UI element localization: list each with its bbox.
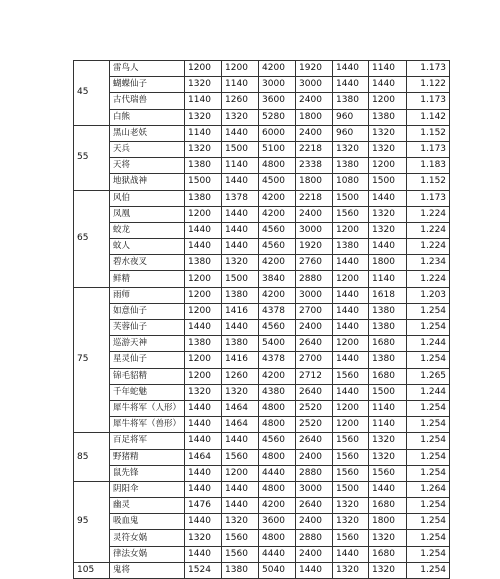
stat-cell: 1440	[369, 190, 407, 206]
stat-cell: 1320	[369, 562, 407, 578]
stat-cell: 1140	[369, 61, 407, 77]
stat-cell: 1.264	[407, 481, 450, 497]
table-row	[74, 174, 450, 190]
stat-cell: 5280	[259, 109, 296, 125]
table-row	[74, 239, 450, 255]
stat-cell: 1260	[222, 93, 259, 109]
stat-cell: 1140	[185, 93, 222, 109]
pet-name-cell: 星灵仙子	[110, 352, 185, 368]
stat-cell: 2700	[296, 352, 333, 368]
table-row	[74, 336, 450, 352]
stat-cell: 4200	[259, 498, 296, 514]
stat-cell: 2400	[296, 125, 333, 141]
level-cell: 85	[74, 433, 110, 482]
stat-cell: 4560	[259, 433, 296, 449]
stat-cell: 1140	[222, 77, 259, 93]
stat-cell: 1320	[185, 109, 222, 125]
stat-cell: 1380	[222, 287, 259, 303]
level-cell: 55	[74, 125, 110, 190]
stat-cell: 1440	[222, 239, 259, 255]
table-row	[74, 498, 450, 514]
stat-cell: 1320	[185, 530, 222, 546]
stat-cell: 1200	[333, 271, 369, 287]
stat-cell: 1320	[333, 141, 369, 157]
stat-cell: 2400	[296, 93, 333, 109]
stat-cell: 4800	[259, 400, 296, 416]
stat-cell: 1.173	[407, 93, 450, 109]
stat-cell: 1.254	[407, 303, 450, 319]
stat-cell: 3600	[259, 514, 296, 530]
stat-cell: 1440	[333, 61, 369, 77]
stat-cell: 1464	[185, 449, 222, 465]
stat-cell: 1.224	[407, 206, 450, 222]
stat-cell: 1140	[369, 417, 407, 433]
stat-cell: 1560	[333, 206, 369, 222]
stat-cell: 1.254	[407, 546, 450, 562]
pet-name-cell: 犀牛将军（人形）	[110, 400, 185, 416]
stat-cell: 1080	[333, 174, 369, 190]
table-row	[74, 222, 450, 238]
pet-name-cell: 蚊人	[110, 239, 185, 255]
pet-name-cell: 灵符女娲	[110, 530, 185, 546]
stat-cell: 2712	[296, 368, 333, 384]
stat-cell: 4500	[259, 174, 296, 190]
stat-cell: 1440	[185, 320, 222, 336]
stat-cell: 1.254	[407, 498, 450, 514]
stat-cell: 1440	[333, 255, 369, 271]
stat-cell: 1440	[185, 433, 222, 449]
stat-cell: 2880	[296, 465, 333, 481]
stat-cell: 1380	[333, 93, 369, 109]
stat-cell: 1320	[369, 141, 407, 157]
stat-cell: 1200	[185, 287, 222, 303]
table-row	[74, 125, 450, 141]
stat-cell: 1380	[369, 303, 407, 319]
stat-cell: 1320	[369, 433, 407, 449]
table-row	[74, 417, 450, 433]
pet-name-cell: 黑山老妖	[110, 125, 185, 141]
stat-cell: 5400	[259, 336, 296, 352]
stat-cell: 1440	[185, 546, 222, 562]
stat-cell: 1416	[222, 303, 259, 319]
table-row	[74, 141, 450, 157]
stat-cell: 1476	[185, 498, 222, 514]
stat-cell: 1.254	[407, 417, 450, 433]
table-row	[74, 61, 450, 77]
stat-cell: 1440	[185, 465, 222, 481]
stat-cell: 1.173	[407, 141, 450, 157]
pet-name-cell: 蛟龙	[110, 222, 185, 238]
stat-cell: 2218	[296, 190, 333, 206]
stat-cell: 4440	[259, 546, 296, 562]
stat-cell: 3840	[259, 271, 296, 287]
table-row	[74, 449, 450, 465]
pet-name-cell: 古代瑞兽	[110, 93, 185, 109]
stat-cell: 1320	[369, 449, 407, 465]
stat-cell: 1440	[222, 320, 259, 336]
stat-cell: 5100	[259, 141, 296, 157]
stat-cell: 1140	[185, 125, 222, 141]
table-row	[74, 562, 450, 578]
stat-cell: 1440	[185, 400, 222, 416]
stat-cell: 1320	[185, 141, 222, 157]
stat-cell: 2640	[296, 336, 333, 352]
stat-cell: 4380	[259, 384, 296, 400]
stat-cell: 1260	[222, 368, 259, 384]
stat-cell: 1.224	[407, 271, 450, 287]
stat-cell: 1560	[333, 530, 369, 546]
stat-cell: 1440	[333, 546, 369, 562]
stat-cell: 4800	[259, 481, 296, 497]
stat-cell: 1320	[222, 384, 259, 400]
stat-cell: 1680	[369, 546, 407, 562]
stat-cell: 1.254	[407, 433, 450, 449]
pet-name-cell: 风伯	[110, 190, 185, 206]
stat-cell: 1440	[185, 222, 222, 238]
stat-cell: 1618	[369, 287, 407, 303]
pet-name-cell: 雷鸟人	[110, 61, 185, 77]
pet-name-cell: 巡游天神	[110, 336, 185, 352]
table-row	[74, 206, 450, 222]
table-row	[74, 271, 450, 287]
pet-name-cell: 锦毛貂精	[110, 368, 185, 384]
pet-name-cell: 阴阳伞	[110, 481, 185, 497]
stat-cell: 1680	[369, 336, 407, 352]
stat-cell: 1380	[333, 158, 369, 174]
stat-cell: 1560	[369, 465, 407, 481]
stat-cell: 1800	[296, 174, 333, 190]
stat-cell: 1.234	[407, 255, 450, 271]
stat-cell: 1560	[222, 449, 259, 465]
stat-cell: 4200	[259, 206, 296, 222]
stat-cell: 1.254	[407, 514, 450, 530]
stat-cell: 1.224	[407, 222, 450, 238]
stat-cell: 1320	[185, 77, 222, 93]
stat-cell: 1380	[222, 336, 259, 352]
pet-name-cell: 百足将军	[110, 433, 185, 449]
stat-cell: 1560	[333, 368, 369, 384]
stat-cell: 1320	[333, 514, 369, 530]
stat-cell: 1320	[185, 384, 222, 400]
stat-cell: 2400	[296, 514, 333, 530]
pet-stats-table	[73, 60, 450, 579]
stat-cell: 1440	[185, 239, 222, 255]
stat-cell: 1560	[333, 433, 369, 449]
stat-cell: 1920	[296, 61, 333, 77]
stat-cell: 4560	[259, 239, 296, 255]
stat-cell: 1.254	[407, 352, 450, 368]
level-cell: 105	[74, 562, 110, 578]
stat-cell: 1.152	[407, 174, 450, 190]
stat-cell: 2880	[296, 271, 333, 287]
stat-cell: 1464	[222, 400, 259, 416]
stat-cell: 4560	[259, 320, 296, 336]
stat-cell: 960	[333, 109, 369, 125]
pet-name-cell: 天兵	[110, 141, 185, 157]
stat-cell: 1320	[369, 206, 407, 222]
stat-cell: 4800	[259, 530, 296, 546]
stat-cell: 1440	[222, 433, 259, 449]
stat-cell: 1440	[222, 125, 259, 141]
stat-cell: 1320	[222, 255, 259, 271]
stat-cell: 1140	[369, 271, 407, 287]
stat-cell: 1200	[369, 158, 407, 174]
stat-cell: 2218	[296, 141, 333, 157]
stat-cell: 1200	[185, 271, 222, 287]
stat-cell: 1200	[185, 206, 222, 222]
stat-cell: 1440	[185, 417, 222, 433]
stat-cell: 960	[333, 125, 369, 141]
stat-cell: 1.152	[407, 125, 450, 141]
stat-cell: 2880	[296, 530, 333, 546]
pet-name-cell: 鲜精	[110, 271, 185, 287]
pet-name-cell: 如意仙子	[110, 303, 185, 319]
stat-cell: 1464	[222, 417, 259, 433]
stat-cell: 4378	[259, 303, 296, 319]
stat-cell: 1380	[185, 190, 222, 206]
stat-cell: 1500	[185, 174, 222, 190]
stat-cell: 1200	[222, 465, 259, 481]
table-row	[74, 320, 450, 336]
stat-cell: 2640	[296, 384, 333, 400]
table-row	[74, 287, 450, 303]
stat-cell: 1200	[369, 93, 407, 109]
stat-cell: 1380	[369, 109, 407, 125]
stat-cell: 1.173	[407, 190, 450, 206]
stat-cell: 4560	[259, 222, 296, 238]
stat-cell: 1200	[333, 336, 369, 352]
stat-cell: 4200	[259, 368, 296, 384]
stat-cell: 1800	[369, 514, 407, 530]
stat-cell: 1200	[185, 368, 222, 384]
stat-cell: 4800	[259, 449, 296, 465]
stat-cell: 1920	[296, 239, 333, 255]
stat-cell: 1560	[222, 530, 259, 546]
stat-cell: 1440	[333, 303, 369, 319]
stat-cell: 1560	[222, 546, 259, 562]
stat-cell: 2400	[296, 206, 333, 222]
stat-cell: 1.254	[407, 400, 450, 416]
table-row	[74, 400, 450, 416]
stat-cell: 2400	[296, 546, 333, 562]
stat-cell: 1380	[369, 320, 407, 336]
stat-cell: 1200	[333, 417, 369, 433]
stat-cell: 1200	[185, 303, 222, 319]
table-row	[74, 433, 450, 449]
stat-cell: 1380	[185, 158, 222, 174]
stat-cell: 4378	[259, 352, 296, 368]
stat-cell: 1.173	[407, 61, 450, 77]
pet-name-cell: 地狱战神	[110, 174, 185, 190]
stat-cell: 1.254	[407, 530, 450, 546]
stat-cell: 1.122	[407, 77, 450, 93]
stat-cell: 1500	[222, 141, 259, 157]
pet-name-cell: 凤凰	[110, 206, 185, 222]
stat-cell: 4800	[259, 417, 296, 433]
stat-cell: 1380	[185, 336, 222, 352]
stat-cell: 2640	[296, 498, 333, 514]
stat-cell: 6000	[259, 125, 296, 141]
pet-name-cell: 千年蛇魅	[110, 384, 185, 400]
stat-cell: 5040	[259, 562, 296, 578]
stat-cell: 2400	[296, 449, 333, 465]
stat-cell: 1440	[333, 287, 369, 303]
stat-cell: 1.224	[407, 239, 450, 255]
stat-cell: 2338	[296, 158, 333, 174]
stat-cell: 1440	[296, 562, 333, 578]
stat-cell: 1440	[333, 352, 369, 368]
stat-cell: 1.254	[407, 449, 450, 465]
table-row	[74, 303, 450, 319]
pet-name-cell: 野猪精	[110, 449, 185, 465]
stat-cell: 3000	[296, 77, 333, 93]
stat-cell: 1380	[222, 562, 259, 578]
stat-cell: 1440	[222, 498, 259, 514]
stat-cell: 1320	[369, 530, 407, 546]
stat-cell: 1320	[222, 109, 259, 125]
stat-cell: 1680	[369, 368, 407, 384]
level-cell: 95	[74, 481, 110, 562]
stat-cell: 1.203	[407, 287, 450, 303]
pet-name-cell: 鬼将	[110, 562, 185, 578]
pet-name-cell: 律法女娲	[110, 546, 185, 562]
stat-cell: 1440	[333, 77, 369, 93]
stat-cell: 1.254	[407, 320, 450, 336]
table-row	[74, 465, 450, 481]
stat-cell: 1440	[333, 320, 369, 336]
table-row	[74, 255, 450, 271]
level-cell: 75	[74, 287, 110, 433]
table-row	[74, 93, 450, 109]
table-row	[74, 352, 450, 368]
stat-cell: 1200	[185, 352, 222, 368]
table-row	[74, 384, 450, 400]
stat-cell: 4200	[259, 61, 296, 77]
stat-cell: 1320	[369, 125, 407, 141]
stat-cell: 3000	[259, 77, 296, 93]
table-row	[74, 109, 450, 125]
stat-cell: 2700	[296, 303, 333, 319]
pet-name-cell: 芙蓉仙子	[110, 320, 185, 336]
level-cell: 45	[74, 61, 110, 126]
stat-cell: 1500	[369, 384, 407, 400]
stat-cell: 1440	[222, 481, 259, 497]
table-row	[74, 190, 450, 206]
stat-cell: 1380	[369, 352, 407, 368]
stat-cell: 1800	[369, 255, 407, 271]
stat-cell: 1320	[369, 222, 407, 238]
stat-cell: 4200	[259, 255, 296, 271]
stat-cell: 1440	[369, 239, 407, 255]
stat-cell: 1320	[333, 562, 369, 578]
stat-cell: 1140	[369, 400, 407, 416]
stat-cell: 4200	[259, 287, 296, 303]
stat-cell: 1200	[333, 400, 369, 416]
stat-cell: 1.254	[407, 562, 450, 578]
stat-cell: 3000	[296, 287, 333, 303]
table-row	[74, 530, 450, 546]
stat-cell: 1524	[185, 562, 222, 578]
stat-cell: 1680	[369, 498, 407, 514]
stat-cell: 1320	[222, 514, 259, 530]
pet-name-cell: 雨师	[110, 287, 185, 303]
stat-cell: 1320	[333, 498, 369, 514]
stat-cell: 1.142	[407, 109, 450, 125]
table-row	[74, 158, 450, 174]
stat-cell: 1500	[333, 481, 369, 497]
stat-cell: 1440	[222, 222, 259, 238]
table-row	[74, 368, 450, 384]
table-row	[74, 77, 450, 93]
stat-cell: 1440	[185, 514, 222, 530]
stat-cell: 1380	[333, 239, 369, 255]
pet-name-cell: 幽灵	[110, 498, 185, 514]
stat-cell: 2520	[296, 417, 333, 433]
stat-cell: 1.265	[407, 368, 450, 384]
stat-cell: 4200	[259, 190, 296, 206]
table-row	[74, 546, 450, 562]
pet-name-cell: 白熊	[110, 109, 185, 125]
stat-cell: 1200	[222, 61, 259, 77]
stat-cell: 2400	[296, 320, 333, 336]
stat-cell: 1560	[333, 465, 369, 481]
pet-name-cell: 犀牛将军（兽形）	[110, 417, 185, 433]
table-row	[74, 481, 450, 497]
stat-cell: 1.244	[407, 384, 450, 400]
stat-cell: 1.244	[407, 336, 450, 352]
stat-cell: 1200	[333, 222, 369, 238]
stat-cell: 1500	[222, 271, 259, 287]
stat-cell: 2520	[296, 400, 333, 416]
stat-cell: 1500	[333, 190, 369, 206]
pet-name-cell: 蝴蝶仙子	[110, 77, 185, 93]
stat-cell: 1500	[369, 174, 407, 190]
stat-cell: 2640	[296, 433, 333, 449]
pet-name-cell: 鼠先锋	[110, 465, 185, 481]
table-row	[74, 514, 450, 530]
pet-name-cell: 碧水夜叉	[110, 255, 185, 271]
stat-cell: 4800	[259, 158, 296, 174]
stat-cell: 3000	[296, 481, 333, 497]
stat-cell: 4440	[259, 465, 296, 481]
level-cell: 65	[74, 190, 110, 287]
stat-cell: 1380	[185, 255, 222, 271]
stat-cell: 1440	[333, 384, 369, 400]
stat-cell: 1.254	[407, 465, 450, 481]
stat-cell: 1800	[296, 109, 333, 125]
stat-cell: 1200	[185, 61, 222, 77]
stat-cell: 1378	[222, 190, 259, 206]
stat-cell: 1.183	[407, 158, 450, 174]
stat-cell: 1440	[369, 77, 407, 93]
stat-cell: 2760	[296, 255, 333, 271]
stat-cell: 3000	[296, 222, 333, 238]
pet-name-cell: 天将	[110, 158, 185, 174]
stat-cell: 1440	[369, 481, 407, 497]
stat-cell: 1440	[222, 174, 259, 190]
stat-cell: 3600	[259, 93, 296, 109]
stat-cell: 1440	[222, 206, 259, 222]
stat-cell: 1140	[222, 158, 259, 174]
stat-cell: 1560	[333, 449, 369, 465]
stat-cell: 1440	[185, 481, 222, 497]
pet-name-cell: 吸血鬼	[110, 514, 185, 530]
stat-cell: 1416	[222, 352, 259, 368]
